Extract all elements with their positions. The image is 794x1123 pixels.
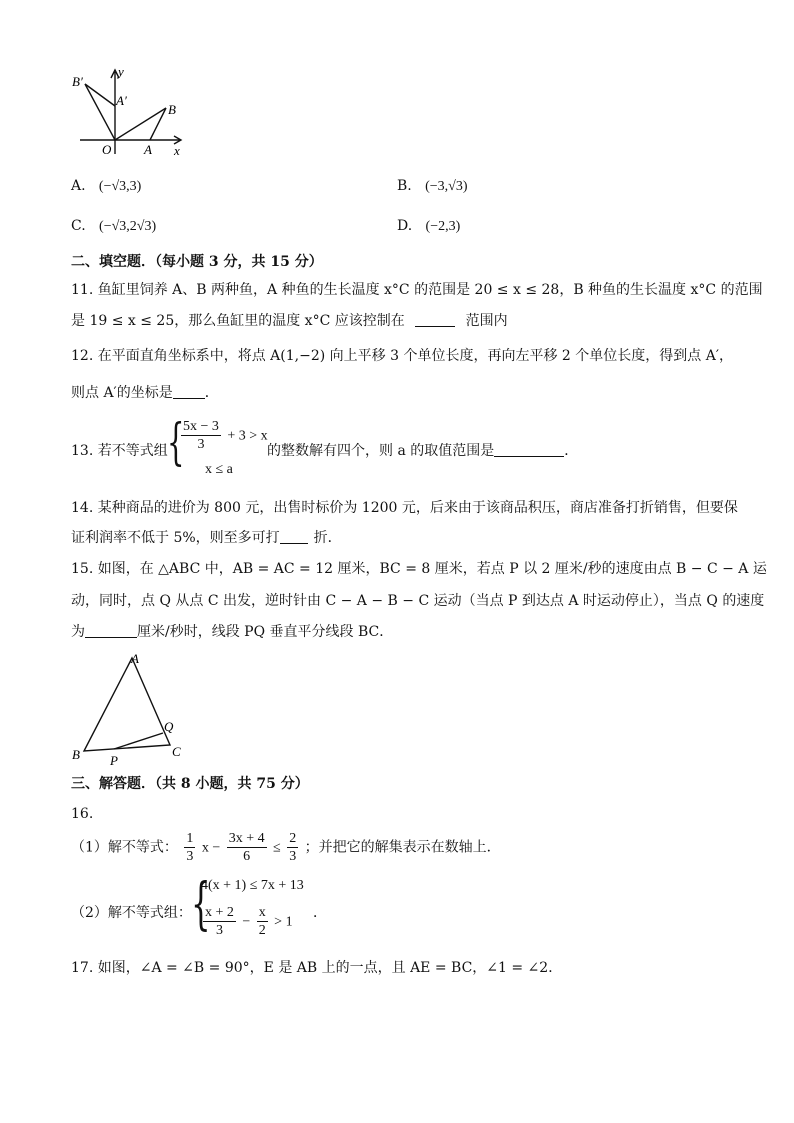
label-o: O	[102, 142, 112, 157]
answer-blank-14[interactable]	[280, 529, 308, 544]
triangle-figure	[68, 648, 192, 766]
question-11-tail: 范围内	[465, 313, 508, 329]
label-b: B	[168, 102, 176, 117]
question-14-line-1: 14. 某种商品的进价为 800 元，出售时标价为 1200 元，后来由于该商品积压，商店准备打折销售，但要保	[71, 500, 738, 516]
answer-blank-12[interactable]	[173, 384, 205, 399]
label-triangle-b: B	[72, 747, 80, 762]
option-d	[397, 216, 460, 237]
question-15-text: 为	[71, 624, 85, 640]
label-y: y	[118, 64, 124, 79]
ineq-1-fraction: $\frac{5x - 3}{3}$	[183, 419, 219, 452]
question-11-line-1: 11. 鱼缸里饲养 A、B 两种鱼，A 种鱼的生长温度 x°C 的范围是 20 ≤ x ≤ 28，B 种鱼的生长温度 x°C 的范围	[71, 282, 763, 298]
question-12-line-2	[71, 383, 219, 403]
part-2-tail: ．	[313, 905, 327, 921]
option-a-label: A.	[71, 178, 86, 194]
label-triangle-c: C	[172, 744, 181, 759]
fraction-x-over-2: $\frac{x}{2}$	[258, 905, 266, 938]
label-b-prime: B′	[72, 74, 83, 89]
option-a-value: (−√3,3)	[98, 179, 142, 194]
question-14-text: 证利润率不低于 5%，则至多可打	[71, 530, 280, 546]
question-17: 17. 如图，∠A = ∠B = 90°，E 是 AB 上的一点，且 AE = BC，∠1 = ∠2．	[71, 960, 563, 976]
system-2-inequality-2	[201, 904, 293, 939]
fraction-3x-plus-4: $\frac{3x + 4}{6}$	[228, 831, 265, 864]
label-x: x	[174, 143, 180, 158]
question-15-line-1: 15. 如图，在 △ABC 中，AB = AC = 12 厘米，BC = 8 厘米，若点 P 以 2 厘米/秒的速度由点 B − C − A 运	[71, 561, 767, 577]
option-c	[71, 216, 156, 237]
option-d-label: D.	[397, 218, 413, 234]
question-16-number: 16.	[71, 806, 94, 822]
question-13-number: 13. 若不等式组	[71, 443, 168, 459]
fraction-one-third: $\frac{1}{3}$	[186, 831, 194, 864]
option-b-value: (−3,√3)	[425, 179, 468, 194]
part-2-label: （2）解不等式组：	[71, 905, 192, 921]
label-a: A	[144, 142, 152, 157]
part-1-x-minus: x −	[201, 840, 221, 856]
label-triangle-a: A	[131, 651, 139, 666]
answer-blank-13[interactable]	[494, 442, 564, 457]
question-14-tail: 折．	[313, 530, 342, 546]
question-15-tail: 厘米/秒时，线段 PQ 垂直平分线段 BC．	[137, 624, 394, 640]
part-1-label: （1）解不等式：	[71, 839, 178, 856]
gt-one: > 1	[274, 914, 293, 930]
option-b	[397, 176, 468, 197]
option-c-value: (−√3,2√3)	[99, 219, 157, 234]
minus-sign: −	[242, 914, 251, 930]
part-1-le: ≤	[273, 840, 281, 856]
inequality-2: x ≤ a	[205, 462, 233, 477]
system-brace: {	[167, 413, 185, 471]
system-2-inequality-1: 4(x + 1) ≤ 7x + 13	[201, 878, 304, 893]
option-b-label: B.	[397, 178, 412, 194]
question-12-line-1: 12. 在平面直角坐标系中，将点 A(1,−2) 向上平移 3 个单位长度，再向左平移 2 个单位长度，得到点 A′，	[71, 348, 733, 364]
label-triangle-p: P	[110, 753, 118, 766]
question-14-line-2	[71, 528, 342, 548]
section-title-answer: 三、解答题．（共 8 小题，共 75 分）	[71, 776, 309, 792]
option-d-value: (−2,3)	[425, 219, 461, 234]
fraction-x-plus-2: $\frac{x + 2}{3}$	[205, 905, 234, 938]
label-triangle-q: Q	[164, 719, 174, 734]
question-13-tail: 的整数解有四个，则 a 的取值范围是 ．	[267, 443, 579, 459]
fraction-two-thirds: $\frac{2}{3}$	[289, 831, 297, 864]
question-11-line-2	[71, 311, 508, 331]
answer-blank-11[interactable]	[415, 312, 455, 327]
system-brace-2: {	[191, 872, 211, 937]
label-a-prime: A′	[116, 93, 127, 108]
question-15-line-2: 动，同时，点 Q 从点 C 出发，逆时针由 C − A − B − C 运动（当点 P 到达点 A 时运动停止），当点 Q 的速度	[71, 593, 765, 609]
answer-blank-15[interactable]	[85, 623, 137, 638]
question-15-line-3	[71, 622, 393, 642]
coordinate-figure	[68, 62, 190, 160]
section-title-fill-in: 二、填空题．（每小题 3 分，共 15 分）	[71, 254, 323, 270]
part-1-tail: ；并把它的解集表示在数轴上．	[304, 839, 501, 856]
question-12-text: 则点 A′的坐标是	[71, 385, 173, 401]
option-a	[71, 176, 141, 197]
inequality-1	[179, 418, 268, 453]
option-c-label: C.	[71, 218, 86, 234]
question-16-part-1	[71, 830, 501, 865]
ineq-1-rest: + 3 > x	[227, 428, 268, 444]
question-12-tail: ．	[204, 385, 219, 401]
question-11-text: 是 19 ≤ x ≤ 25，那么鱼缸里的温度 x°C 应该控制在	[71, 313, 405, 329]
